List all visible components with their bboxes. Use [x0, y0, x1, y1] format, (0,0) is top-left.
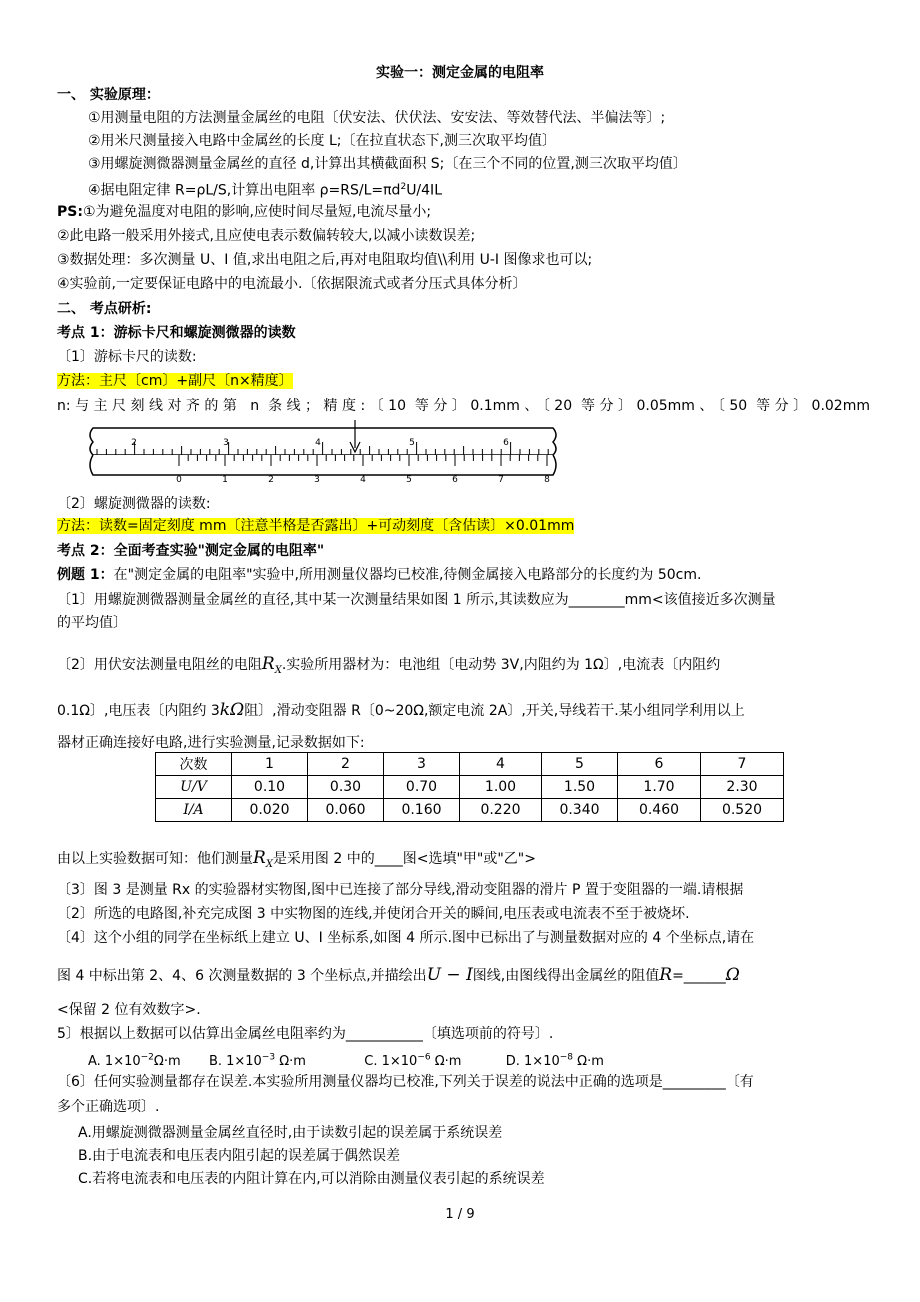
section-heading-analysis: 二、 考点研析:: [57, 301, 152, 317]
table-cell: I/A: [156, 799, 232, 822]
question-4-line-1: 〔4〕这个小组的同学在坐标纸上建立 U、I 坐标系,如图 4 所示.图中已标出了与测量数据对应的 4 个坐标点,请在: [57, 930, 755, 946]
question-1-line-1: 〔1〕用螺旋测微器测量金属丝的直径,其中某一次测量结果如图 1 所示,其读数应为________mm<该值接近多次测量: [57, 592, 776, 608]
method-vernier: 方法：主尺〔cm〕+副尺〔n×精度〕: [57, 373, 293, 389]
vernier-scale-label: 3: [314, 475, 320, 485]
question-6-option-b: B.由于电流表和电压表内阻引起的误差属于偶然误差: [78, 1148, 401, 1164]
question-6-line-2: 多个正确选项〕.: [57, 1099, 160, 1115]
ps-note-3: ③数据处理：多次测量 U、I 值,求出电阻之后,再对电阻取均值\\利用 U-I 图像求也可以;: [57, 252, 593, 268]
vernier-caliper-diagram: [85, 420, 565, 490]
question-6-option-a: A.用螺旋测微器测量金属丝直径时,由于读数引起的误差属于系统误差: [78, 1125, 503, 1141]
topic-2-heading: 考点 2：全面考查实验"测定金属的电阻率": [57, 543, 325, 559]
principle-2: ②用米尺测量接入电路中金属丝的长度 L;〔在拉直状态下,测三次取平均值〕: [88, 133, 556, 149]
table-cell: 2.30: [701, 776, 784, 799]
vernier-scale-label: 0: [176, 475, 182, 485]
question-2-line-1: 〔2〕用伏安法测量电阻丝的电阻$R_X$.实验所用器材为：电池组〔电动势 3V,内阻约为 1Ω〕,电流表〔内阻约: [57, 654, 721, 676]
example-intro: 例题 1：在"测定金属的电阻率"实验中,所用测量仪器均已校准,待侧金属接入电路部分的长度约为 50cm.: [57, 567, 702, 583]
measurement-table: [155, 752, 784, 822]
ps-note-2: ②此电路一般采用外接式,且应使电表示数偏转较大,以减小读数误差;: [57, 228, 476, 244]
question-6-option-c: C.若将电流表和电压表的内阻计算在内,可以消除由测量仪表引起的系统误差: [78, 1171, 545, 1187]
main-scale-label: 4: [315, 438, 321, 448]
question-2-line-3: 器材正确连接好电路,进行实验测量,记录数据如下:: [57, 735, 365, 751]
vernier-scale-label: 1: [222, 475, 228, 485]
table-cell: 5: [542, 753, 618, 776]
question-5-line: 5〕根据以上数据可以估算出金属丝电阻率约为___________〔填选项前的符号〕.: [57, 1026, 554, 1042]
table-cell: 1.70: [618, 776, 701, 799]
question-3-line-1: 〔3〕图 3 是测量 Rx 的实验器材实物图,图中已连接了部分导线,滑动变阻器的滑片 P 置于变阻器的一端.请根据: [57, 882, 744, 898]
question-4-line-2: 图 4 中标出第 2、4、6 次测量数据的 3 个坐标点,并描绘出U − I图线,由图线得出金属丝的阻值R=______Ω: [57, 965, 740, 985]
topic-1-sub-2: 〔2〕螺旋测微器的读数:: [57, 496, 211, 512]
principle-1: ①用测量电阻的方法测量金属丝的电阻〔伏安法、伏伏法、安安法、等效替代法、半偏法等〕;: [88, 110, 666, 126]
main-scale-label: 5: [409, 438, 415, 448]
option-a: A. $1\times 10^{-2}\Omega\cdot m$: [88, 1053, 181, 1070]
table-cell: U/V: [156, 776, 232, 799]
table-row: [156, 799, 784, 822]
question-2-line-2: 0.1Ω〕,电压表〔内阻约 3kΩ阻〕,滑动变阻器 R〔0~20Ω,额定电流 2A〕,开关,导线若干.某小组同学利用以上: [57, 700, 745, 720]
option-c: C. $1\times 10^{-6}$ Ω·m: [364, 1053, 462, 1070]
question-6-line-1: 〔6〕任何实验测量都存在误差.本实验所用测量仪器均已校准,下列关于误差的说法中正确的选项是_________〔有: [57, 1074, 754, 1090]
vernier-scale-label: 8: [544, 475, 550, 485]
page-title: 实验一：测定金属的电阻率: [376, 65, 544, 81]
table-cell: 1.50: [542, 776, 618, 799]
section-heading-principle: 一、 实验原理：: [57, 87, 160, 103]
table-cell: 1.00: [460, 776, 542, 799]
vernier-scale-label: 6: [452, 475, 458, 485]
main-scale-label: 3: [223, 438, 229, 448]
table-cell: 7: [701, 753, 784, 776]
table-cell: 0.520: [701, 799, 784, 822]
principle-3: ③用螺旋测微器测量金属丝的直径 d,计算出其横截面积 S;〔在三个不同的位置,测三次取平均值〕: [88, 156, 687, 172]
option-b: B. $1\times 10^{-3}$ Ω·m: [208, 1053, 306, 1070]
method-micrometer: 方法：读数=固定刻度 mm〔注意半格是否露出〕+可动刻度〔含估读〕×0.01mm: [57, 518, 575, 534]
table-cell: 0.340: [542, 799, 618, 822]
table-cell: 0.460: [618, 799, 701, 822]
table-cell: 0.160: [384, 799, 460, 822]
table-row: [156, 776, 784, 799]
table-cell: 次数: [156, 753, 232, 776]
table-cell: 0.70: [384, 776, 460, 799]
question-4-line-3: <保留 2 位有效数字>.: [57, 1002, 201, 1018]
vernier-scale-label: 7: [498, 475, 504, 485]
vernier-scale-label: 2: [268, 475, 274, 485]
table-cell: 1: [232, 753, 308, 776]
table-cell: 6: [618, 753, 701, 776]
table-cell: 0.220: [460, 799, 542, 822]
topic-1-heading: 考点 1：游标卡尺和螺旋测微器的读数: [57, 325, 296, 341]
table-cell: 3: [384, 753, 460, 776]
table-cell: 2: [308, 753, 384, 776]
option-d: D. $1\times 10^{-8}$ Ω·m: [505, 1053, 604, 1070]
table-cell: 4: [460, 753, 542, 776]
table-row: [156, 753, 784, 776]
table-cell: 0.10: [232, 776, 308, 799]
ps-note-1: PS:①为避免温度对电阻的影响,应使时间尽量短,电流尽量小;: [57, 204, 432, 220]
vernier-scale-label: 4: [360, 475, 366, 485]
topic-1-sub-1: 〔1〕游标卡尺的读数:: [57, 349, 197, 365]
question-5-options: [88, 1049, 870, 1071]
table-cell: 0.060: [308, 799, 384, 822]
page-number: 1 / 9: [445, 1207, 475, 1222]
table-cell: 0.020: [232, 799, 308, 822]
question-2-line-4: 由以上实验数据可知：他们测量$R_X$是采用图 2 中的____图<选填"甲"或"乙">: [57, 848, 536, 870]
table-cell: 0.30: [308, 776, 384, 799]
vernier-precision-note: n:与主尺刻线对齐的第 n 条线；精度:〔10 等分〕0.1mm、〔20 等分〕0.05mm、〔50 等分〕0.02mm: [57, 398, 870, 414]
principle-4: ④据电阻定律 R=ρL/S,计算出电阻率 $\rho=RS/L=\pi d^2U/4IL$: [88, 182, 442, 199]
ps-note-4: ④实验前,一定要保证电路中的电流最小.〔依据限流式或者分压式具体分析〕: [57, 276, 527, 292]
main-scale-label: 2: [131, 438, 137, 448]
main-scale-label: 6: [503, 438, 509, 448]
question-1-line-2: 的平均值〕: [57, 615, 127, 631]
question-3-line-2: 〔2〕所选的电路图,补充完成图 3 中实物图的连线,并使闭合开关的瞬间,电压表或电流表不至于被烧坏.: [57, 906, 690, 922]
vernier-scale-label: 5: [406, 475, 412, 485]
